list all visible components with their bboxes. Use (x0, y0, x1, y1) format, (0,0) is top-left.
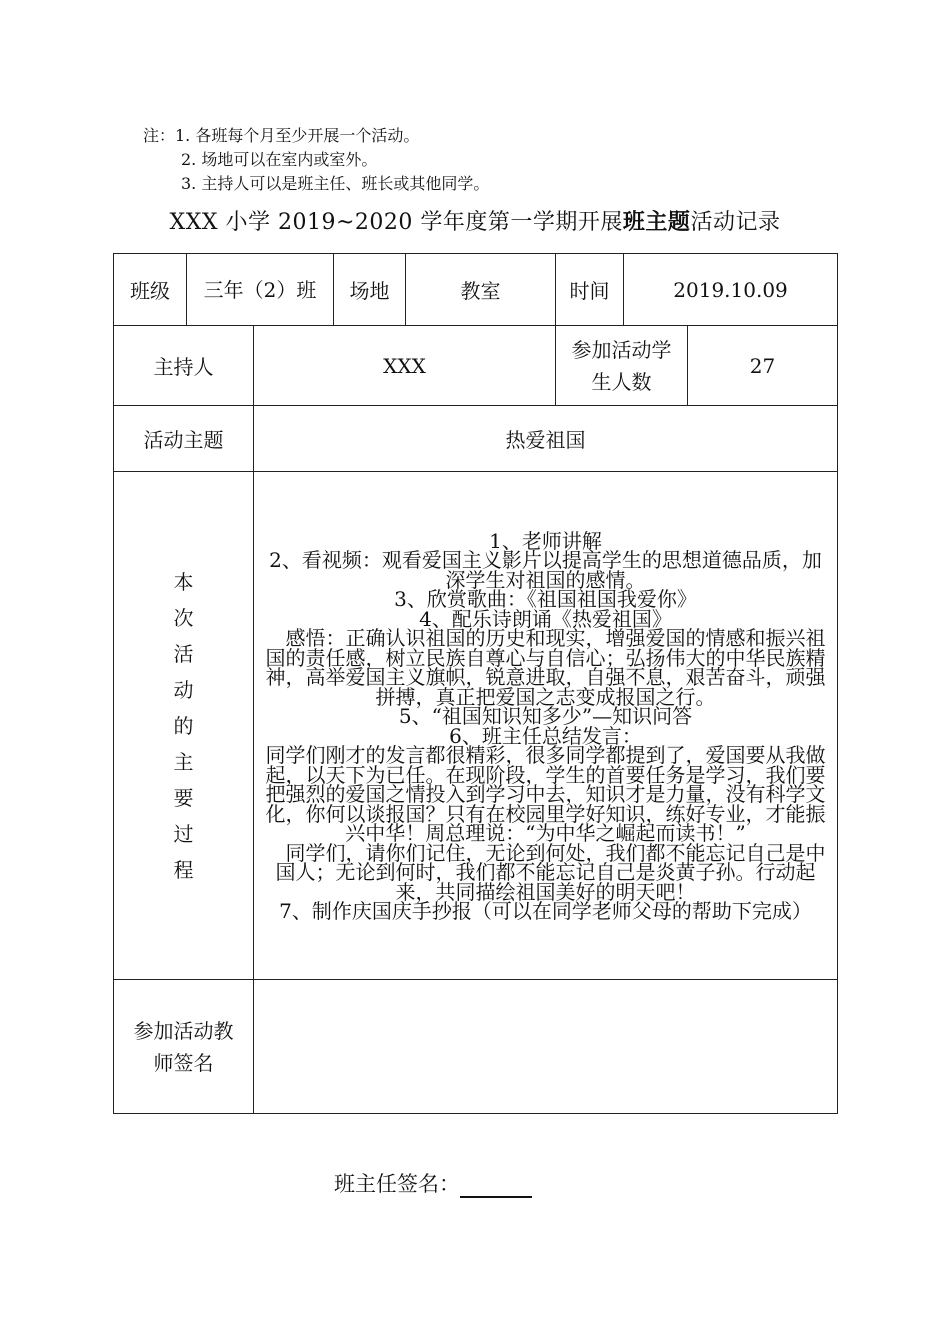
process-line: 7、制作庆国庆手抄报（可以在同学老师父母的帮助下完成） (279, 899, 812, 923)
process-line: 2、看视频：观看爱国主义影片以提高学生的思想道德品质，加深学生对祖国的感情。 (269, 548, 822, 592)
class-label: 班级 (114, 254, 187, 326)
time-value: 2019.10.09 (624, 254, 838, 326)
notes (143, 124, 489, 196)
theme-label: 活动主题 (114, 406, 254, 472)
signature-line[interactable] (460, 1174, 532, 1198)
document-title (0, 205, 950, 236)
process-line: 感悟：正确认识祖国的历史和现实，增强爱国的情感和振兴祖国的责任感，树立民族自尊心与自信心；弘扬伟大的中华民族精神，高举爱国主义旗帜，锐意进取，自强不息，艰苦奋斗，顽强拼搏，真正把爱国之志变成报国之行。 (265, 626, 826, 709)
theme-value: 热爱祖国 (254, 406, 838, 472)
note-2: 2. 场地可以在室内或室外。 (181, 150, 378, 169)
venue-label: 场地 (334, 254, 406, 326)
title-prefix: XXX 小学 2019~2020 学年度第一学期开展 (169, 210, 623, 235)
student-count-label: 参加活动学生人数 (556, 326, 688, 406)
student-count-value: 27 (688, 326, 838, 406)
teacher-sign-field[interactable] (254, 980, 838, 1114)
title-bold: 班主题 (622, 209, 691, 235)
venue-value: 教室 (406, 254, 556, 326)
activity-record-table (113, 253, 838, 1114)
process-label: 本 次 活 动 的 主 要 过 程 (114, 472, 254, 980)
process-line: 同学们，请你们记住，无论到何处，我们都不能忘记自己是中国人；无论到何时，我们都不能忘记自己是炎黄子孙。行动起来，共同描绘祖国美好的明天吧！ (265, 840, 826, 904)
host-value: XXX (254, 326, 556, 406)
class-value: 三年（2）班 (187, 254, 334, 326)
process-content (254, 472, 838, 980)
process-line: 4、配乐诗朗诵《热爱祖国》 (419, 606, 672, 631)
title-suffix: 活动记录 (690, 210, 781, 235)
process-line: 6、班主任总结发言： (449, 723, 642, 748)
host-label: 主持人 (114, 326, 254, 406)
time-label: 时间 (556, 254, 624, 326)
process-line: 5、“祖国知识知多少”—知识问答 (398, 704, 693, 728)
process-line: 1、老师讲解 (489, 528, 602, 553)
head-teacher-signature (334, 1168, 532, 1198)
signature-label: 班主任签名： (334, 1172, 460, 1196)
teacher-sign-label: 参加活动教师签名 (114, 980, 254, 1114)
note-3: 3. 主持人可以是班主任、班长或其他同学。 (181, 174, 490, 193)
note-1: 注：1. 各班每个月至少开展一个活动。 (143, 126, 420, 145)
process-line: 3、欣赏歌曲：《祖国祖国我爱你》 (394, 587, 697, 611)
process-line: 同学们刚才的发言都很精彩，很多同学都提到了，爱国要从我做起，以天下为已任。在现阶段，学生的首要任务是学习，我们要把强烈的爱国之情投入到学习中去，知识才是力量，没有科学文化，你何以谈报国？只有在校园里学好知识，练好专业，才能振兴中华！周总理说：“为中华之崛起而读书！” (265, 743, 826, 845)
